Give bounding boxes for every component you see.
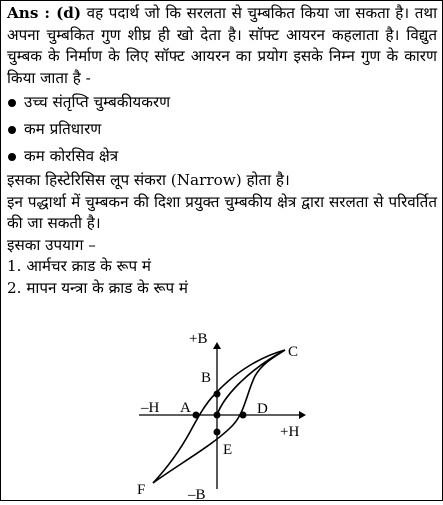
use-item-2: 2. मापन यन्त्रा के क्राड के रूप मं <box>7 278 188 297</box>
bullet-icon <box>8 126 16 134</box>
property-item-1 <box>7 89 437 116</box>
property-text-2: कम प्रतिधारण <box>24 119 102 138</box>
point-d-marker <box>240 412 247 419</box>
property-item-2 <box>7 116 437 143</box>
bullet-icon <box>8 153 16 161</box>
label-c: C <box>288 344 299 360</box>
property-text-3: कम कोरसिव क्षेत्र <box>24 146 119 165</box>
point-a-marker <box>193 412 200 419</box>
label-minus-b: –B <box>188 487 206 501</box>
label-minus-h: –H <box>141 400 160 416</box>
bullet-icon <box>8 99 16 107</box>
label-a: A <box>180 400 191 416</box>
answer-text-block <box>1 1 442 299</box>
label-f: F <box>137 482 146 498</box>
label-b: B <box>201 370 212 386</box>
hysteresis-sentence: इसका हिस्टेरिसिस लूप संकरा (Narrow) होता है। <box>7 171 290 189</box>
uses-heading: इसका उपयाग – <box>7 235 96 254</box>
use-item-1: 1. आर्मचर क्राड के रूप मं <box>7 257 151 275</box>
property-text-1: उच्च संतृप्ति चुम्बकीयकरण <box>24 92 171 111</box>
point-b-marker <box>214 391 221 398</box>
property-item-3 <box>7 143 437 170</box>
direction-sentence: इन पद्धार्था में चुम्बकन की दिशा प्रयुक्त चुम्बकीय क्षेत्र द्वारा सरलता से परिवर्तित की जा सकती है। <box>7 192 437 232</box>
h-axis-arrow-icon <box>299 411 306 419</box>
hysteresis-figure <box>1 326 442 501</box>
label-plus-h: +H <box>280 424 300 440</box>
point-e-marker <box>214 429 221 436</box>
label-e: E <box>223 442 233 458</box>
answer-intro-text: वह पदार्थ जो कि सरलता से चुम्बकित किया जा सकता है। तथा अपना चुम्बकित गुण शीघ्र ही खो देता है। सॉफ्ट आयरन कहलाता है। विद्युत चुम्बक के निर्माण के लिए सॉफ्ट आयरन का प्रयोग इसके निम्न गुण के कारण किया जाता है - <box>7 4 438 87</box>
answer-intro-paragraph <box>7 3 437 89</box>
b-axis-arrow-icon <box>213 342 221 349</box>
origin-marker <box>214 412 221 419</box>
label-plus-b: +B <box>189 331 208 347</box>
hysteresis-loop-diagram <box>1 326 442 501</box>
label-d: D <box>257 401 268 417</box>
answer-label: Ans : (d) <box>7 4 82 22</box>
